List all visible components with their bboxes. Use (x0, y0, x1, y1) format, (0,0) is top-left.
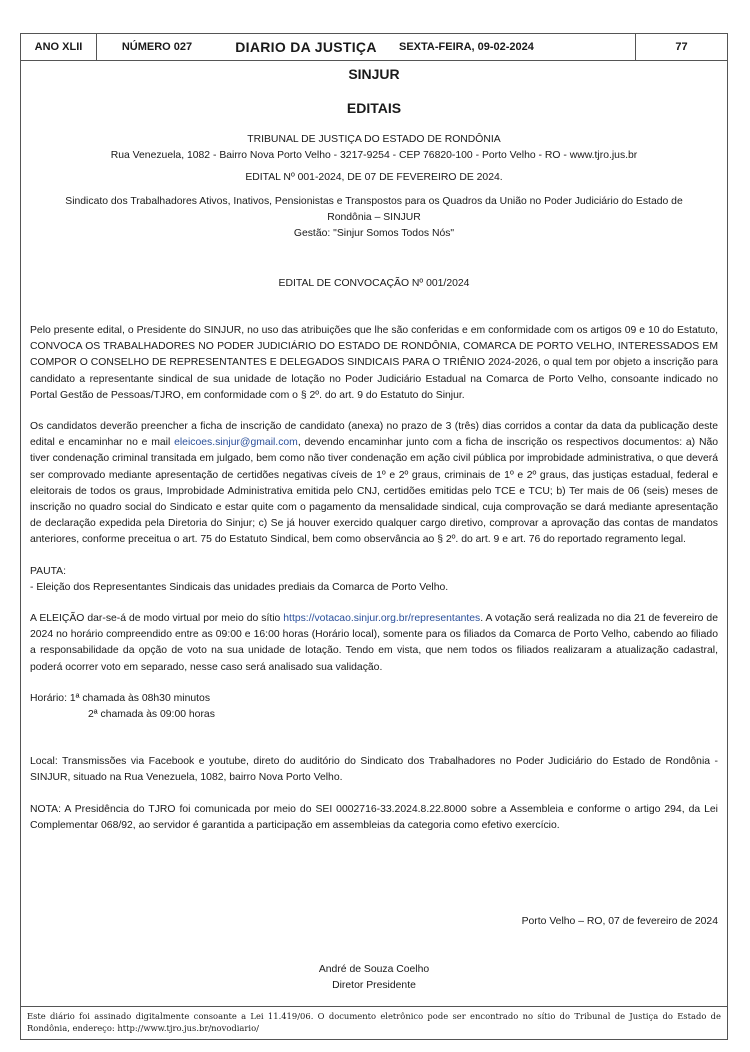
sindicato-line-2: Rondônia – SINJUR (327, 211, 421, 223)
email-link[interactable]: eleicoes.sinjur@gmail.com (174, 437, 298, 449)
paragraph-inscricao-text-a: Os candidatos deverão preencher a ficha de inscrição de candidato (anexa) no prazo de 3 (três) dias corridos a contar da data da publicação deste edital e encaminhar no e mail (30, 421, 718, 449)
paragraph-eleicao (30, 611, 718, 676)
pauta-item: - Eleição dos Representantes Sindicais das unidades prediais da Comarca de Porto Velho. (30, 581, 449, 593)
signer-role: Diretor Presidente (332, 980, 416, 992)
horario-line-1: Horário: 1ª chamada às 08h30 minutos (30, 692, 211, 704)
year-label: ANO XLII (21, 34, 97, 60)
journal-header (21, 34, 727, 61)
subsection-title: EDITAIS (346, 100, 402, 116)
horario-line-2: 2ª chamada às 09:00 horas (88, 709, 215, 721)
tribunal-address: Rua Venezuela, 1082 - Bairro Nova Porto Velho - 3217-9254 - CEP 76820-100 - Porto Velho - RO - www.tjro.jus.br (110, 150, 638, 162)
paragraph-convocacao: Pelo presente edital, o Presidente do SINJUR, no uso das atribuições que lhe são conferidas e em conformidade com os artigos 09 e 10 do Estatuto, CONVOCA OS TRABALHADORES NO PODER JUDICIÁRIO DO ESTADO DE RONDÔNIA, COMARCA DE PORTO VELHO, INTERESSADOS EM COMPOR O CONSELHO DE REPRESENTANTES E DELEGADOS SINDICAIS PARA O TRIÊNIO 2024-2026, o qual tem por objeto a inscrição para candidato a representante sindical de sua unidade de lotação no Poder Judiciário Estadual na Comarca de Porto Velho, consoante indicado no Portal Gestão de Pessoas/TJRO, em conformidade com o § 2º. do art. 9 do Estatuto do Sinjur. (30, 325, 718, 401)
nota-paragraph: NOTA: A Presidência do TJRO foi comunicada por meio do SEI 0002716-33.2024.8.22.8000 sobre a Assembleia e conforme o artigo 294, da Lei Complementar 068/92, ao servidor é garantida a participação em assembleias da categoria como efetivo exercício. (30, 803, 718, 831)
page-number: 77 (635, 34, 727, 60)
pauta-title: PAUTA: (30, 565, 66, 577)
paragraph-inscricao-text-b: , devendo encaminhar junto com a ficha de inscrição os respectivos documentos: a) Não tiver condenação criminal transitada em julgado, bem como não tiver condenação em ação civil pública por improbidade administrativa, o que deverá ser comprovado mediante apresentação de certidões negativas cíveis de 1º e 2º graus, criminais de 1º e 2º graus, das justiças estadual, federal e eleitorais de todos os graus, Improbidade Administrativa emitida pelo CNJ, certidões emitidas pelo TCE e TCU; b) Ter mais de 06 (seis) meses de inscrição no quadro social do Sindicato e estar quite com o pagamento da mensalidade sindical, cuja comprovação se dará mediante apresentação de declaração expedida pela Diretoria do Sinjur; c) Se já houver exercido qualquer cargo diretivo, comprovar a aprovação das contas de mandatos anteriores, conforme preceitua o art. 75 do Estatuto Sindical, bem como observância ao § 2º. do art. 9 e art. 76 do reportado regramento legal. (30, 437, 719, 546)
paragraph-inscricao (30, 419, 718, 549)
tribunal-name: TRIBUNAL DE JUSTIÇA DO ESTADO DE RONDÔNIA (247, 134, 501, 145)
gestao-line: Gestão: "Sinjur Somos Todos Nós" (293, 228, 455, 240)
local-paragraph: Local: Transmissões via Facebook e youtube, direto do auditório do Sindicato dos Trabalhadores no Poder Judiciário do Estado de Rondônia - SINJUR, situado na Rua Venezuela, 1082, bairro Nova Porto Velho. (30, 756, 718, 784)
paragraph-eleicao-text-a: A ELEIÇÃO dar-se-á de modo virtual por meio do sítio (30, 613, 284, 625)
section-title: SINJUR (348, 66, 400, 82)
issue-number: NÚMERO 027 (121, 41, 193, 53)
edital-heading (30, 132, 718, 242)
signer-name: André de Souza Coelho (318, 964, 430, 975)
journal-title: DIARIO DA JUSTIÇA (235, 39, 377, 55)
paragraph-eleicao-text-b: . A votação será realizada no dia 21 de fevereiro de 2024 no horário compreendido entre as 09:00 e 16:00 horas (Horário local), somente para os filiados da Comarca de Porto Velho, cabendo ao filiado a responsabilidade da opção de voto na sua unidade de lotação. Tendo em vista, que nem todos os filiados realizaram a atualização cadastral, poderá ocorrer voto em separado, nesse caso será analisado sua validação. (30, 613, 718, 673)
signature-block (30, 962, 718, 994)
digital-signature-footer: Este diário foi assinado digitalmente consoante a Lei 11.419/06. O documento eletrônico pode ser encontrado no sítio do Tribunal de Justiça do Estado de Rondônia, endereço: http://www.tjro.jus.br/novodiario/ (20, 1007, 728, 1040)
voting-link[interactable]: https://votacao.sinjur.org.br/representantes (283, 613, 481, 625)
page-frame (20, 33, 728, 1007)
convocacao-title: EDITAL DE CONVOCAÇÃO Nº 001/2024 (278, 278, 470, 289)
place-date: Porto Velho – RO, 07 de fevereiro de 2024 (521, 916, 718, 927)
issue-date: SEXTA-FEIRA, 09-02-2024 (399, 41, 534, 53)
sindicato-line-1: Sindicato dos Trabalhadores Ativos, Inativos, Pensionistas e Transpostos para os Quadros da União no Poder Judiciário do Estado de (65, 195, 683, 207)
edital-number: EDITAL Nº 001-2024, DE 07 DE FEVEREIRO DE 2024. (245, 172, 503, 184)
body-text (30, 323, 718, 834)
